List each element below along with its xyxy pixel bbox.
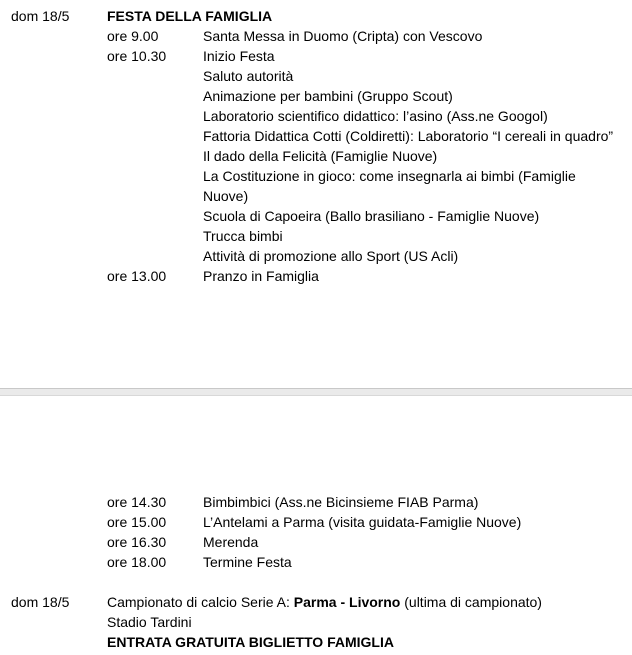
schedule-activity: Inizio Festa (203, 48, 275, 64)
match-description (107, 592, 542, 612)
schedule-activity: Trucca bimbi (203, 228, 283, 244)
schedule-activity: Animazione per bambini (Gruppo Scout) (203, 88, 453, 104)
match-prefix: Campionato di calcio Serie A: (107, 594, 294, 610)
schedule-time: ore 15.00 (107, 514, 167, 530)
event-date: dom 18/5 (11, 594, 70, 610)
schedule-activity: Fattoria Didattica Cotti (Coldiretti): Laboratorio “I cereali in quadro” (203, 128, 614, 144)
schedule-activity: Scuola di Capoeira (Ballo brasiliano - Famiglie Nuove) (203, 208, 540, 224)
schedule-time: ore 13.00 (107, 268, 167, 284)
schedule-activity: Il dado della Felicità (Famiglie Nuove) (203, 148, 438, 164)
event-date: dom 18/5 (11, 8, 70, 24)
schedule-time: ore 10.30 (107, 48, 167, 64)
venue: Stadio Tardini (107, 614, 192, 630)
match-suffix: (ultima di campionato) (400, 594, 542, 610)
event-title: FESTA DELLA FAMIGLIA (107, 8, 273, 24)
schedule-activity: Nuove) (203, 188, 249, 204)
schedule-activity: Termine Festa (203, 554, 292, 570)
schedule-activity: Saluto autorità (203, 68, 294, 84)
document-page-2 (0, 396, 632, 655)
schedule-activity: Laboratorio scientifico didattico: l’asino (Ass.ne Googol) (203, 108, 548, 124)
schedule-time: ore 18.00 (107, 554, 167, 570)
schedule-activity: Pranzo in Famiglia (203, 268, 319, 284)
schedule-time: ore 14.30 (107, 494, 167, 510)
page-break-divider (0, 388, 632, 396)
schedule-activity: L’Antelami a Parma (visita guidata-Famiglie Nuove) (203, 514, 522, 530)
match-teams: Parma - Livorno (293, 594, 401, 610)
schedule-activity: Santa Messa in Duomo (Cripta) con Vescovo (203, 28, 483, 44)
schedule-activity: Attività di promozione allo Sport (US Acli) (203, 248, 459, 264)
schedule-activity: Bimbimbici (Ass.ne Bicinsieme FIAB Parma) (203, 494, 479, 510)
schedule-activity: La Costituzione in gioco: come insegnarla ai bimbi (Famiglie (203, 168, 576, 184)
schedule-time: ore 16.30 (107, 534, 167, 550)
free-entry-note: ENTRATA GRATUITA BIGLIETTO FAMIGLIA (107, 634, 394, 650)
schedule-time: ore 9.00 (107, 28, 159, 44)
schedule-activity: Merenda (203, 534, 259, 550)
